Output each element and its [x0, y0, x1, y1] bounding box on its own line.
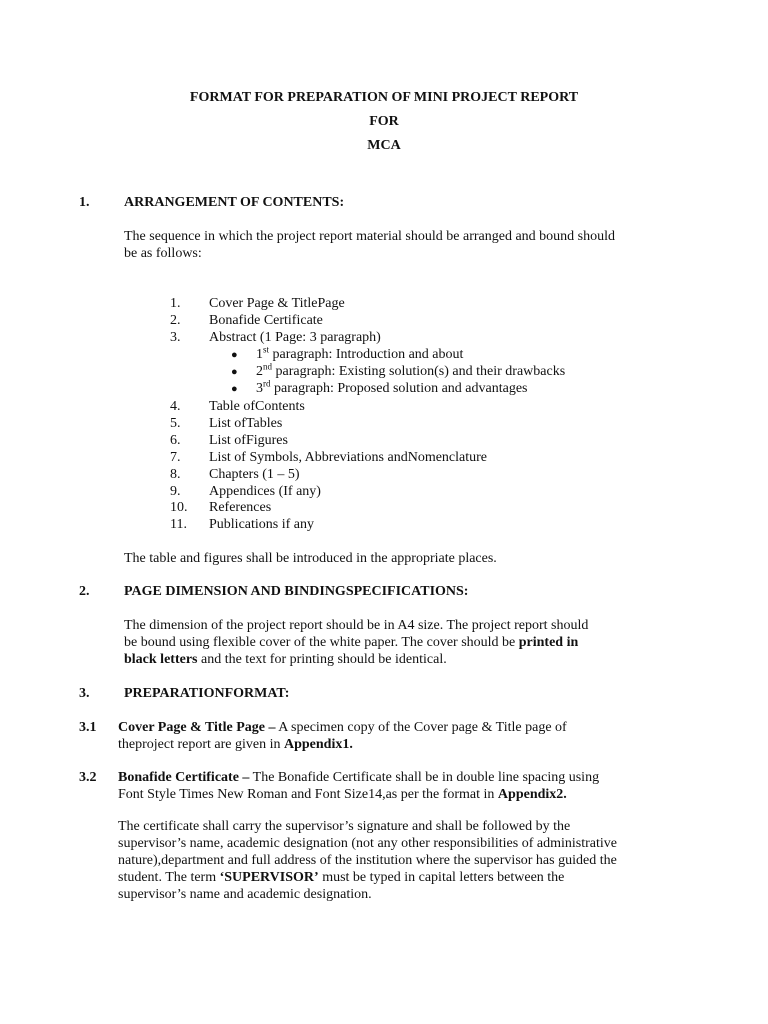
section-2-line-1: The dimension of the project report should be in A4 size. The project report should — [124, 618, 589, 633]
bullet-text: 1st paragraph: Introduction and about — [256, 344, 464, 362]
list-item-text: Appendices (If any) — [209, 484, 321, 499]
list-item-number: 8. — [170, 467, 181, 482]
section-2-line-2: be bound using flexible cover of the white paper. The cover should be printed in — [124, 635, 579, 650]
subsection-3-1-number: 3.1 — [79, 720, 97, 735]
list-item-number: 10. — [170, 500, 188, 515]
list-item-text: Publications if any — [209, 517, 314, 532]
list-item-number: 5. — [170, 416, 181, 431]
subsection-3-2-number: 3.2 — [79, 770, 97, 785]
section-3-number: 3. — [79, 686, 90, 701]
bullet-text: 3rd paragraph: Proposed solution and advantages — [256, 378, 528, 396]
list-item-text: References — [209, 500, 272, 515]
certificate-line-3: nature),department and full address of the institution where the supervisor has guided the — [118, 853, 617, 868]
certificate-line-2: supervisor’s name, academic designation (not any other responsibilities of administrative — [118, 836, 617, 851]
subsection-3-2-line-1: Bonafide Certificate – The Bonafide Certificate shall be in double line spacing using — [118, 770, 600, 785]
bullet-icon: ● — [231, 366, 238, 378]
list-item-text: Abstract (1 Page: 3 paragraph) — [209, 330, 381, 345]
list-item-number: 2. — [170, 313, 181, 328]
bullet-text: 2nd paragraph: Existing solution(s) and their drawbacks — [256, 361, 566, 379]
section-3-heading: PREPARATIONFORMAT: — [124, 686, 290, 701]
list-item-text: Cover Page & TitlePage — [209, 296, 345, 311]
list-item-text: Table ofContents — [209, 399, 305, 414]
document-title: FORMAT FOR PREPARATION OF MINI PROJECT REPORT — [189, 90, 579, 105]
section-2-number: 2. — [79, 584, 90, 599]
list-item-number: 4. — [170, 399, 181, 414]
list-item-text: List ofFigures — [209, 433, 288, 448]
certificate-line-4: student. The term ‘SUPERVISOR’ must be typed in capital letters between the — [118, 870, 565, 885]
list-item-number: 1. — [170, 296, 181, 311]
subsection-3-1-line-1: Cover Page & Title Page – A specimen copy of the Cover page & Title page of — [118, 720, 567, 735]
list-item-text: List of Symbols, Abbreviations andNomenclature — [209, 450, 488, 465]
certificate-line-5: supervisor’s name and academic designation. — [118, 887, 372, 902]
list-item-number: 7. — [170, 450, 181, 465]
section-1-heading: ARRANGEMENT OF CONTENTS: — [124, 195, 345, 210]
section-1-closing: The table and figures shall be introduced in the appropriate places. — [124, 551, 497, 566]
subsection-3-2-line-2: Font Style Times New Roman and Font Size14,as per the format in Appendix2. — [118, 787, 567, 802]
list-item-text: Chapters (1 – 5) — [209, 467, 300, 482]
list-item-number: 6. — [170, 433, 181, 448]
list-item-number: 3. — [170, 330, 181, 345]
section-1-number: 1. — [79, 195, 90, 210]
certificate-line-1: The certificate shall carry the supervisor’s signature and shall be followed by the — [118, 819, 571, 834]
section-1-intro-line-2: be as follows: — [124, 246, 202, 261]
bullet-icon: ● — [231, 349, 238, 361]
bullet-icon: ● — [231, 383, 238, 395]
document-title-program: MCA — [367, 138, 401, 153]
list-item-text: Bonafide Certificate — [209, 313, 323, 328]
list-item-number: 11. — [170, 517, 187, 532]
list-item-number: 9. — [170, 484, 181, 499]
section-2-heading: PAGE DIMENSION AND BINDINGSPECIFICATIONS: — [124, 584, 469, 599]
list-item-text: List ofTables — [209, 416, 283, 431]
section-1-intro-line-1: The sequence in which the project report material should be arranged and bound should — [124, 229, 616, 244]
document-title-for: FOR — [369, 114, 399, 129]
section-2-line-3: black letters and the text for printing should be identical. — [124, 652, 447, 667]
subsection-3-1-line-2: theproject report are given in Appendix1. — [118, 737, 353, 752]
